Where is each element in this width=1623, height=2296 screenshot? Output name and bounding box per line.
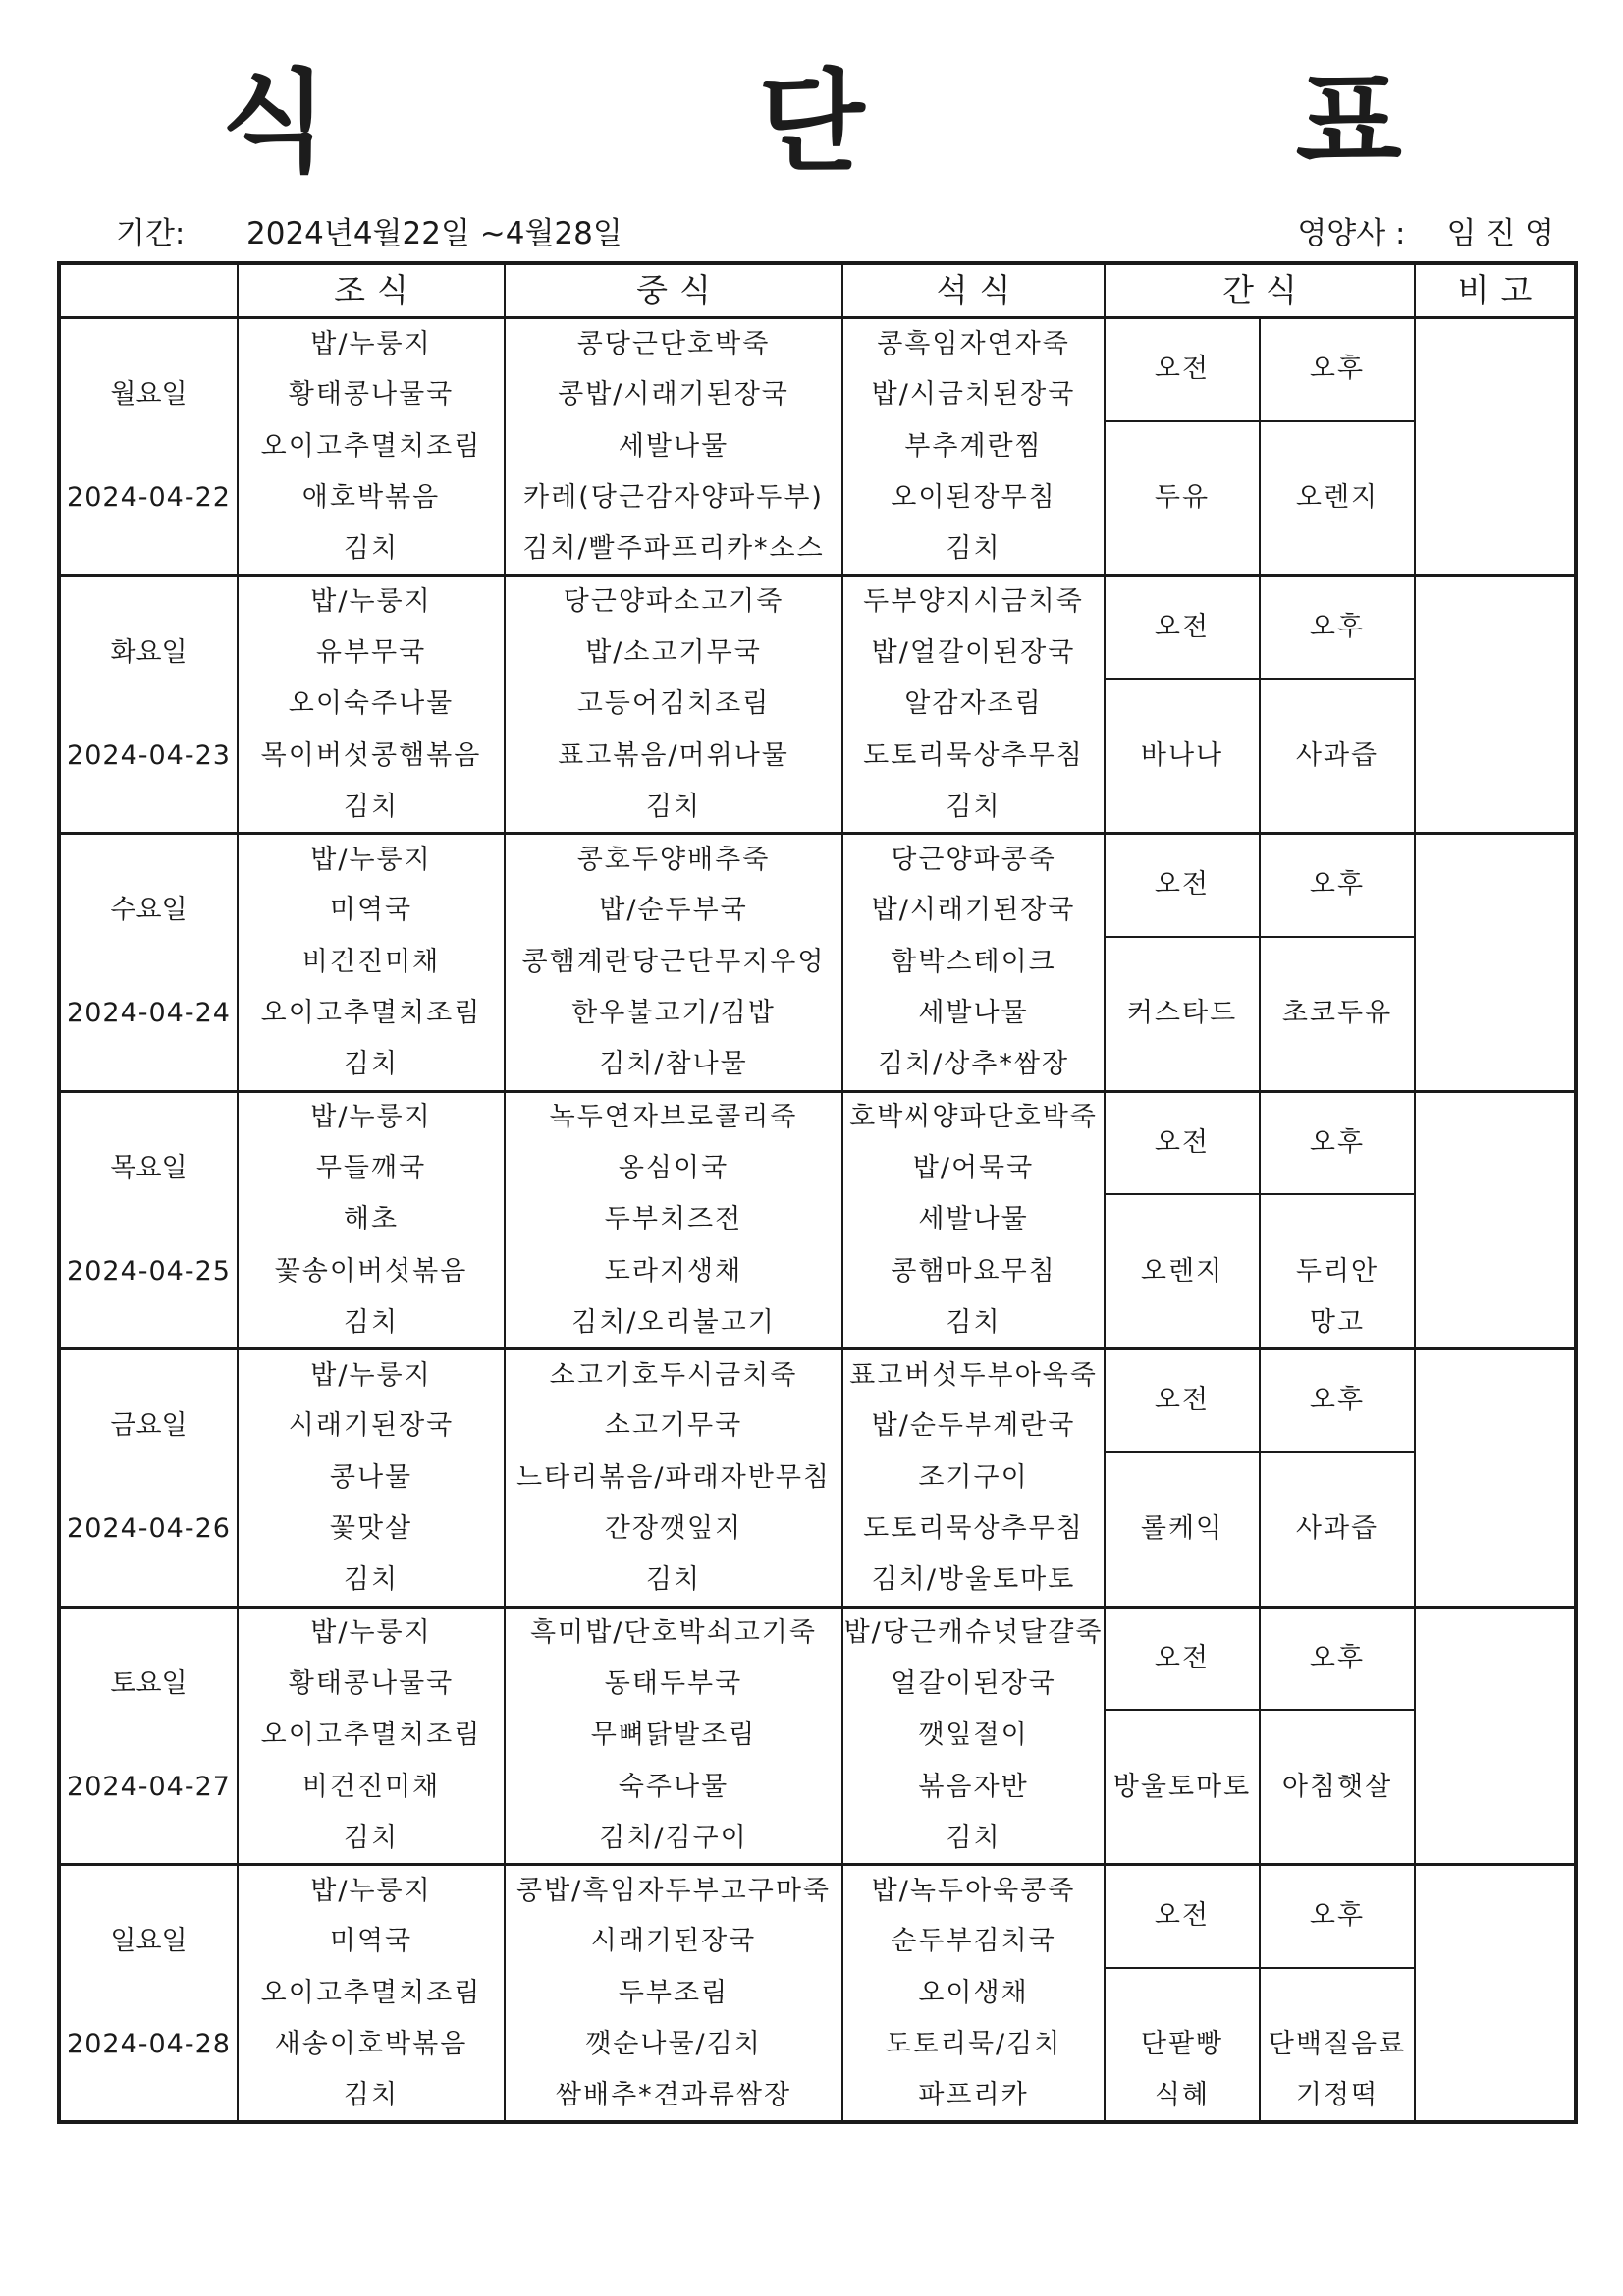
dietitian-label: 영양사 : xyxy=(1297,216,1406,251)
snack-pm-item xyxy=(1260,421,1415,473)
day-cell xyxy=(59,1452,238,1504)
snack-pm-label: 오후 xyxy=(1260,318,1415,421)
breakfast-item: 시래기된장국 xyxy=(238,1400,505,1452)
lunch-item: 두부조림 xyxy=(505,1968,842,2020)
remarks-cell xyxy=(1415,834,1576,1092)
menu-row xyxy=(59,1091,1576,1143)
day-date: 2024-04-28 xyxy=(59,2019,238,2071)
dinner-item: 밥/얼갈이된장국 xyxy=(842,628,1105,680)
day-name: 수요일 xyxy=(59,885,238,937)
day-cell xyxy=(59,1556,238,1608)
snack-am-item xyxy=(1105,782,1260,834)
lunch-item: 옹심이국 xyxy=(505,1143,842,1195)
snack-am-item xyxy=(1105,1556,1260,1608)
lunch-item: 김치/참나물 xyxy=(505,1040,842,1092)
lunch-item: 무뼈닭발조림 xyxy=(505,1710,842,1762)
breakfast-item: 김치 xyxy=(238,782,505,834)
snack-pm-item: 아침햇살 xyxy=(1260,1762,1415,1814)
breakfast-item: 무들깨국 xyxy=(238,1143,505,1195)
lunch-item: 김치 xyxy=(505,1556,842,1608)
menu-row xyxy=(59,2071,1576,2123)
dinner-item: 볶음자반 xyxy=(842,1762,1105,1814)
dinner-item: 알감자조림 xyxy=(842,679,1105,731)
day-cell xyxy=(59,1710,238,1762)
lunch-item: 시래기된장국 xyxy=(505,1916,842,1968)
period-info xyxy=(116,214,622,253)
lunch-item: 밥/순두부국 xyxy=(505,885,842,937)
menu-row xyxy=(59,524,1576,576)
day-date: 2024-04-24 xyxy=(59,988,238,1040)
dinner-item: 김치 xyxy=(842,1813,1105,1865)
lunch-item: 두부치즈전 xyxy=(505,1194,842,1246)
day-name: 화요일 xyxy=(59,628,238,680)
snack-pm-item xyxy=(1260,1556,1415,1608)
lunch-item: 느타리볶음/파래자반무침 xyxy=(505,1452,842,1504)
snack-pm-item: 사과즙 xyxy=(1260,731,1415,783)
day-cell xyxy=(59,2071,238,2123)
menu-row xyxy=(59,1040,1576,1092)
snack-pm-item xyxy=(1260,1813,1415,1865)
dinner-item: 당근양파콩죽 xyxy=(842,834,1105,886)
dinner-item: 깻잎절이 xyxy=(842,1710,1105,1762)
snack-pm-item xyxy=(1260,1968,1415,2020)
header-remarks: 비고 xyxy=(1415,263,1576,318)
breakfast-item: 김치 xyxy=(238,1040,505,1092)
snack-pm-item: 망고 xyxy=(1260,1297,1415,1349)
lunch-item: 간장깻잎지 xyxy=(505,1503,842,1556)
day-cell xyxy=(59,1040,238,1092)
breakfast-item: 밥/누룽지 xyxy=(238,1349,505,1401)
dinner-item: 김치/상추*쌈장 xyxy=(842,1040,1105,1092)
dinner-item: 오이생채 xyxy=(842,1968,1105,2020)
menu-row xyxy=(59,834,1576,886)
breakfast-item: 비건진미채 xyxy=(238,1762,505,1814)
snack-am-label: 오전 xyxy=(1105,575,1260,679)
menu-table xyxy=(57,261,1578,2124)
lunch-item: 고등어김치조림 xyxy=(505,679,842,731)
breakfast-item: 김치 xyxy=(238,1813,505,1865)
lunch-item: 소고기무국 xyxy=(505,1400,842,1452)
dinner-item: 호박씨양파단호박죽 xyxy=(842,1091,1105,1143)
day-cell xyxy=(59,1091,238,1143)
breakfast-item: 밥/누룽지 xyxy=(238,575,505,628)
snack-pm-label: 오후 xyxy=(1260,1349,1415,1452)
snack-am-label: 오전 xyxy=(1105,1607,1260,1710)
lunch-item: 쌈배추*견과류쌈장 xyxy=(505,2071,842,2123)
menu-row xyxy=(59,1865,1576,1917)
day-date: 2024-04-23 xyxy=(59,731,238,783)
header-lunch: 중식 xyxy=(505,263,842,318)
day-date: 2024-04-25 xyxy=(59,1246,238,1298)
breakfast-item: 오이고추멸치조림 xyxy=(238,1710,505,1762)
breakfast-item: 콩나물 xyxy=(238,1452,505,1504)
snack-pm-item xyxy=(1260,524,1415,576)
day-cell xyxy=(59,1194,238,1246)
day-date: 2024-04-27 xyxy=(59,1762,238,1814)
period-label: 기간: xyxy=(116,216,186,251)
remarks-cell xyxy=(1415,575,1576,834)
snack-am-item xyxy=(1105,1297,1260,1349)
day-cell xyxy=(59,524,238,576)
dinner-item: 밥/순두부계란국 xyxy=(842,1400,1105,1452)
day-cell xyxy=(59,1607,238,1659)
dinner-item: 김치 xyxy=(842,1297,1105,1349)
dinner-item: 김치 xyxy=(842,782,1105,834)
day-date: 2024-04-26 xyxy=(59,1503,238,1556)
snack-am-item: 방울토마토 xyxy=(1105,1762,1260,1814)
menu-row xyxy=(59,1813,1576,1865)
snack-am-label: 오전 xyxy=(1105,318,1260,421)
menu-row xyxy=(59,1503,1576,1556)
menu-row xyxy=(59,988,1576,1040)
day-cell xyxy=(59,575,238,628)
menu-row xyxy=(59,1194,1576,1246)
lunch-item: 흑미밥/단호박쇠고기죽 xyxy=(505,1607,842,1659)
day-date: 2024-04-22 xyxy=(59,472,238,524)
breakfast-item: 오이고추멸치조림 xyxy=(238,1968,505,2020)
header-dinner: 석식 xyxy=(842,263,1105,318)
dinner-item: 세발나물 xyxy=(842,1194,1105,1246)
breakfast-item: 김치 xyxy=(238,524,505,576)
breakfast-item: 김치 xyxy=(238,1556,505,1608)
breakfast-item: 목이버섯콩햄볶음 xyxy=(238,731,505,783)
day-cell xyxy=(59,318,238,370)
header-day-column xyxy=(59,263,238,318)
snack-am-item xyxy=(1105,1710,1260,1762)
breakfast-item: 김치 xyxy=(238,1297,505,1349)
snack-am-item xyxy=(1105,1452,1260,1504)
breakfast-item: 비건진미채 xyxy=(238,937,505,989)
lunch-item: 김치 xyxy=(505,782,842,834)
menu-row xyxy=(59,421,1576,473)
menu-row xyxy=(59,1556,1576,1608)
dinner-item: 도토리묵/김치 xyxy=(842,2019,1105,2071)
breakfast-item: 유부무국 xyxy=(238,628,505,680)
menu-row xyxy=(59,731,1576,783)
day-cell xyxy=(59,834,238,886)
snack-am-item: 커스타드 xyxy=(1105,988,1260,1040)
lunch-item: 깻순나물/김치 xyxy=(505,2019,842,2071)
day-name: 목요일 xyxy=(59,1143,238,1195)
menu-row xyxy=(59,1968,1576,2020)
lunch-item: 세발나물 xyxy=(505,421,842,473)
dinner-item: 밥/녹두아욱콩죽 xyxy=(842,1865,1105,1917)
dinner-item: 부추계란찜 xyxy=(842,421,1105,473)
header-snack: 간식 xyxy=(1105,263,1415,318)
lunch-item: 콩호두양배추죽 xyxy=(505,834,842,886)
dinner-item: 조기구이 xyxy=(842,1452,1105,1504)
menu-row xyxy=(59,679,1576,731)
snack-am-item xyxy=(1105,679,1260,731)
menu-row xyxy=(59,472,1576,524)
snack-am-label: 오전 xyxy=(1105,1349,1260,1452)
menu-row xyxy=(59,2019,1576,2071)
snack-pm-item xyxy=(1260,937,1415,989)
lunch-item: 김치/빨주파프리카*소스 xyxy=(505,524,842,576)
dinner-item: 함박스테이크 xyxy=(842,937,1105,989)
breakfast-item: 미역국 xyxy=(238,1916,505,1968)
remarks-cell xyxy=(1415,1349,1576,1608)
lunch-item: 표고볶음/머위나물 xyxy=(505,731,842,783)
day-name: 월요일 xyxy=(59,369,238,421)
remarks-cell xyxy=(1415,1091,1576,1349)
snack-am-item: 롤케익 xyxy=(1105,1503,1260,1556)
breakfast-item: 오이숙주나물 xyxy=(238,679,505,731)
breakfast-item: 밥/누룽지 xyxy=(238,1091,505,1143)
menu-row xyxy=(59,1607,1576,1659)
breakfast-item: 새송이호박볶음 xyxy=(238,2019,505,2071)
breakfast-item: 해초 xyxy=(238,1194,505,1246)
snack-am-item: 단팥빵 xyxy=(1105,2019,1260,2071)
dinner-item: 밥/시래기된장국 xyxy=(842,885,1105,937)
lunch-item: 김치/김구이 xyxy=(505,1813,842,1865)
day-cell xyxy=(59,1297,238,1349)
snack-am-item xyxy=(1105,421,1260,473)
breakfast-item: 꽃송이버섯볶음 xyxy=(238,1246,505,1298)
page-title: 식 단 표 xyxy=(221,59,1598,187)
snack-pm-item xyxy=(1260,1452,1415,1504)
snack-pm-label: 오후 xyxy=(1260,1607,1415,1710)
breakfast-item: 오이고추멸치조림 xyxy=(238,421,505,473)
menu-row xyxy=(59,1297,1576,1349)
dinner-item: 오이된장무침 xyxy=(842,472,1105,524)
dinner-item: 밥/당근캐슈넛달걀죽 xyxy=(842,1607,1105,1659)
lunch-item: 당근양파소고기죽 xyxy=(505,575,842,628)
snack-pm-item xyxy=(1260,1194,1415,1246)
dinner-item: 도토리묵상추무침 xyxy=(842,731,1105,783)
day-cell xyxy=(59,1813,238,1865)
menu-row xyxy=(59,318,1576,370)
snack-pm-item: 두리안 xyxy=(1260,1246,1415,1298)
breakfast-item: 밥/누룽지 xyxy=(238,1865,505,1917)
snack-pm-label: 오후 xyxy=(1260,575,1415,679)
breakfast-item: 꽃맛살 xyxy=(238,1503,505,1556)
dinner-item: 순두부김치국 xyxy=(842,1916,1105,1968)
snack-am-item xyxy=(1105,1968,1260,2020)
lunch-item: 동태두부국 xyxy=(505,1659,842,1711)
breakfast-item: 김치 xyxy=(238,2071,505,2123)
dinner-item: 표고버섯두부아욱죽 xyxy=(842,1349,1105,1401)
day-name: 일요일 xyxy=(59,1916,238,1968)
lunch-item: 콩밥/흑임자두부고구마죽 xyxy=(505,1865,842,1917)
snack-pm-label: 오후 xyxy=(1260,1865,1415,1968)
dinner-item: 김치/방울토마토 xyxy=(842,1556,1105,1608)
snack-pm-item: 사과즙 xyxy=(1260,1503,1415,1556)
menu-row xyxy=(59,1246,1576,1298)
dinner-item: 콩흑임자연자죽 xyxy=(842,318,1105,370)
snack-pm-item xyxy=(1260,782,1415,834)
snack-am-item: 오렌지 xyxy=(1105,1246,1260,1298)
lunch-item: 녹두연자브로콜리죽 xyxy=(505,1091,842,1143)
menu-row xyxy=(59,1762,1576,1814)
dinner-item: 밥/어묵국 xyxy=(842,1143,1105,1195)
breakfast-item: 밥/누룽지 xyxy=(238,1607,505,1659)
dinner-item: 도토리묵상추무침 xyxy=(842,1503,1105,1556)
header-row xyxy=(59,263,1576,318)
period-value: 2024년4월22일 ~4월28일 xyxy=(246,216,622,251)
breakfast-item: 밥/누룽지 xyxy=(238,834,505,886)
menu-body xyxy=(59,318,1576,2123)
dinner-item: 두부양지시금치죽 xyxy=(842,575,1105,628)
dinner-item: 얼갈이된장국 xyxy=(842,1659,1105,1711)
menu-row xyxy=(59,1452,1576,1504)
day-name: 토요일 xyxy=(59,1659,238,1711)
snack-pm-item xyxy=(1260,679,1415,731)
menu-row xyxy=(59,782,1576,834)
snack-am-item: 바나나 xyxy=(1105,731,1260,783)
snack-pm-item: 기정떡 xyxy=(1260,2071,1415,2123)
lunch-item: 콩당근단호박죽 xyxy=(505,318,842,370)
day-cell xyxy=(59,1968,238,2020)
snack-am-item xyxy=(1105,1040,1260,1092)
menu-row xyxy=(59,937,1576,989)
dinner-item: 세발나물 xyxy=(842,988,1105,1040)
snack-pm-item xyxy=(1260,1710,1415,1762)
day-cell xyxy=(59,421,238,473)
menu-row xyxy=(59,1349,1576,1401)
breakfast-item: 밥/누룽지 xyxy=(238,318,505,370)
lunch-item: 콩햄계란당근단무지우엉 xyxy=(505,937,842,989)
header-breakfast: 조식 xyxy=(238,263,505,318)
snack-am-label: 오전 xyxy=(1105,834,1260,937)
breakfast-item: 오이고추멸치조림 xyxy=(238,988,505,1040)
breakfast-item: 황태콩나물국 xyxy=(238,1659,505,1711)
dinner-item: 파프리카 xyxy=(842,2071,1105,2123)
breakfast-item: 애호박볶음 xyxy=(238,472,505,524)
lunch-item: 한우불고기/김밥 xyxy=(505,988,842,1040)
lunch-item: 도라지생채 xyxy=(505,1246,842,1298)
day-cell xyxy=(59,679,238,731)
snack-am-item xyxy=(1105,1813,1260,1865)
dinner-item: 콩햄마요무침 xyxy=(842,1246,1105,1298)
lunch-item: 김치/오리불고기 xyxy=(505,1297,842,1349)
snack-am-label: 오전 xyxy=(1105,1865,1260,1968)
snack-am-label: 오전 xyxy=(1105,1091,1260,1194)
snack-am-item xyxy=(1105,524,1260,576)
lunch-item: 숙주나물 xyxy=(505,1762,842,1814)
day-cell xyxy=(59,1349,238,1401)
menu-row xyxy=(59,575,1576,628)
day-cell xyxy=(59,937,238,989)
lunch-item: 콩밥/시래기된장국 xyxy=(505,369,842,421)
snack-am-item: 두유 xyxy=(1105,472,1260,524)
remarks-cell xyxy=(1415,1607,1576,1865)
snack-pm-item: 단백질음료 xyxy=(1260,2019,1415,2071)
remarks-cell xyxy=(1415,318,1576,576)
day-cell xyxy=(59,1865,238,1917)
lunch-item: 소고기호두시금치죽 xyxy=(505,1349,842,1401)
dinner-item: 김치 xyxy=(842,524,1105,576)
breakfast-item: 미역국 xyxy=(238,885,505,937)
dinner-item: 밥/시금치된장국 xyxy=(842,369,1105,421)
lunch-item: 카레(당근감자양파두부) xyxy=(505,472,842,524)
day-cell xyxy=(59,782,238,834)
dietitian-info xyxy=(1297,214,1554,253)
snack-pm-item xyxy=(1260,1040,1415,1092)
snack-pm-label: 오후 xyxy=(1260,834,1415,937)
snack-pm-label: 오후 xyxy=(1260,1091,1415,1194)
breakfast-item: 황태콩나물국 xyxy=(238,369,505,421)
menu-row xyxy=(59,1710,1576,1762)
dietitian-name: 임 진 영 xyxy=(1446,216,1554,251)
lunch-item: 밥/소고기무국 xyxy=(505,628,842,680)
snack-pm-item: 초코두유 xyxy=(1260,988,1415,1040)
snack-am-item xyxy=(1105,1194,1260,1246)
day-name: 금요일 xyxy=(59,1400,238,1452)
remarks-cell xyxy=(1415,1865,1576,2123)
snack-am-item: 식혜 xyxy=(1105,2071,1260,2123)
snack-pm-item: 오렌지 xyxy=(1260,472,1415,524)
snack-am-item xyxy=(1105,937,1260,989)
